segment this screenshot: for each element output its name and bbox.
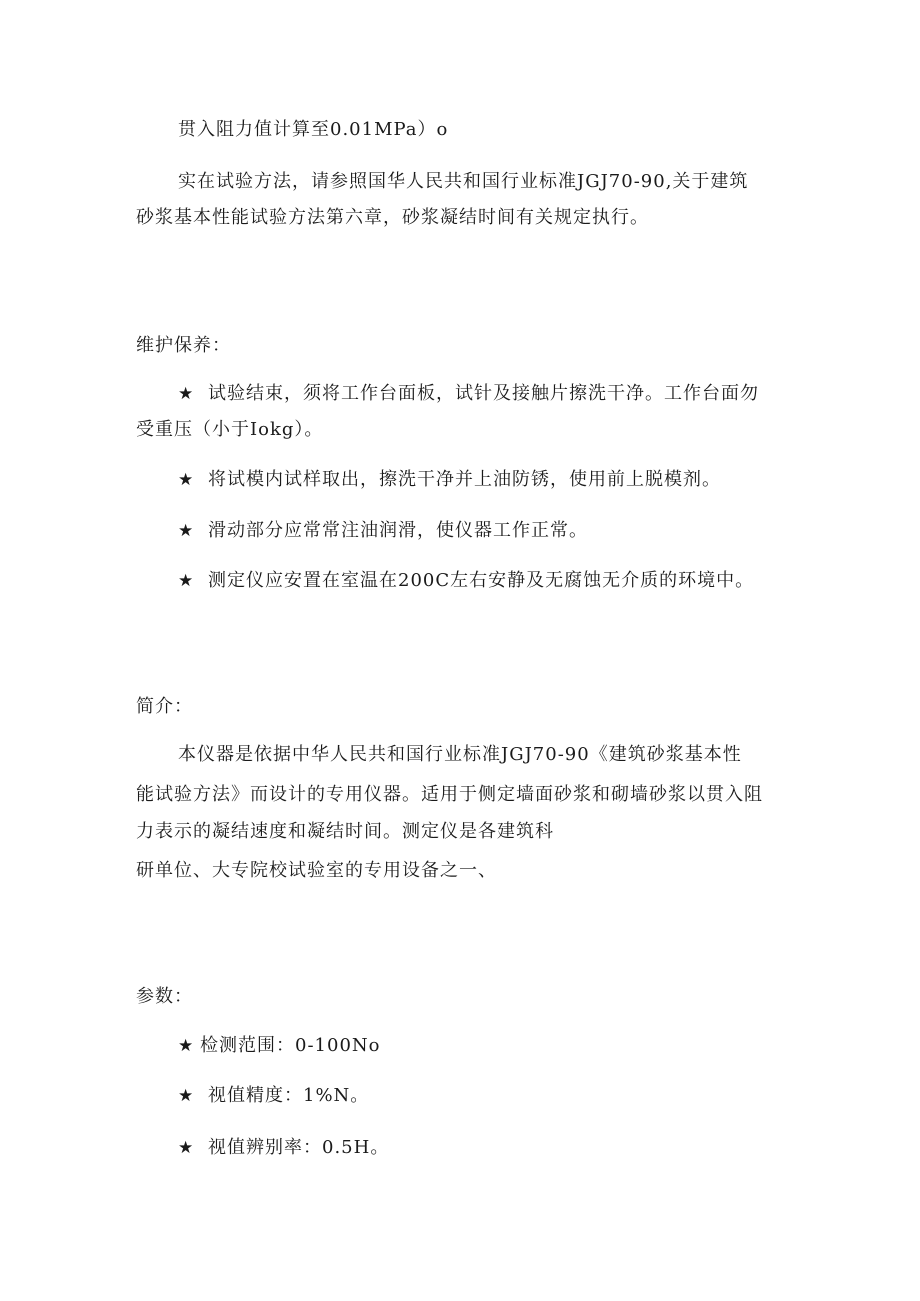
maintenance-item-2-text: 将试模内试样取出，擦洗干净并上油防锈，使用前上脱模剂。 <box>208 469 721 490</box>
method-paragraph-line-2: 砂浆基本性能试验方法第六章，砂浆凝结时间有关规定执行。 <box>136 207 649 228</box>
star-bullet-icon: ★ <box>178 1086 195 1106</box>
intro-line-2: 能试验方法》而设计的专用仪器。适用于侧定墙面砂浆和砌墙砂浆以贯入阻 <box>136 784 763 805</box>
maintenance-item-4-text: 测定仪应安置在室温在200C左右安静及无腐蚀无介质的环境中。 <box>208 570 755 591</box>
star-bullet-icon: ★ <box>178 521 195 541</box>
intro-line-1: 本仪器是依据中华人民共和国行业标准JGJ70-90《建筑砂浆基本性 <box>178 744 742 765</box>
params-item-1 <box>178 1035 380 1057</box>
maintenance-item-1 <box>178 383 759 405</box>
maintenance-item-3-text: 滑动部分应常常注油润滑，使仪器工作正常。 <box>208 520 588 541</box>
star-bullet-icon: ★ <box>178 1138 195 1158</box>
params-item-3 <box>178 1137 389 1159</box>
maintenance-item-3 <box>178 520 588 542</box>
star-bullet-icon: ★ <box>178 384 195 404</box>
method-paragraph-line-1: 实在试验方法，请参照国华人民共和国行业标准JGJ70-90,关于建筑 <box>178 171 749 192</box>
intro-heading: 简介： <box>136 696 193 717</box>
maintenance-item-1-text: 试验结束，须将工作台面板，试针及接触片擦洗干净。工作台面勿 <box>208 383 759 404</box>
intro-line-4: 研单位、大专院校试验室的专用设备之一、 <box>136 860 497 881</box>
maintenance-item-1-cont: 受重压（小于Iokg）。 <box>136 419 324 440</box>
resistance-calc-text: 贯入阻力值计算至0.01MPa）o <box>178 119 449 140</box>
params-item-2 <box>178 1085 369 1107</box>
params-item-2-text: 视值精度：1%N。 <box>208 1085 370 1106</box>
star-bullet-icon: ★ <box>178 470 195 490</box>
params-item-1-text: 检测范围：0-100No <box>200 1035 381 1056</box>
maintenance-item-4 <box>178 570 754 592</box>
intro-line-3: 力表示的凝结速度和凝结时间。测定仪是各建筑科 <box>136 821 554 842</box>
maintenance-item-2 <box>178 469 721 491</box>
params-item-3-text: 视值辨别率：0.5H。 <box>208 1137 390 1158</box>
star-bullet-icon: ★ <box>178 1036 195 1056</box>
params-heading: 参数： <box>136 986 193 1007</box>
maintenance-heading: 维护保养： <box>136 335 231 356</box>
star-bullet-icon: ★ <box>178 571 195 591</box>
